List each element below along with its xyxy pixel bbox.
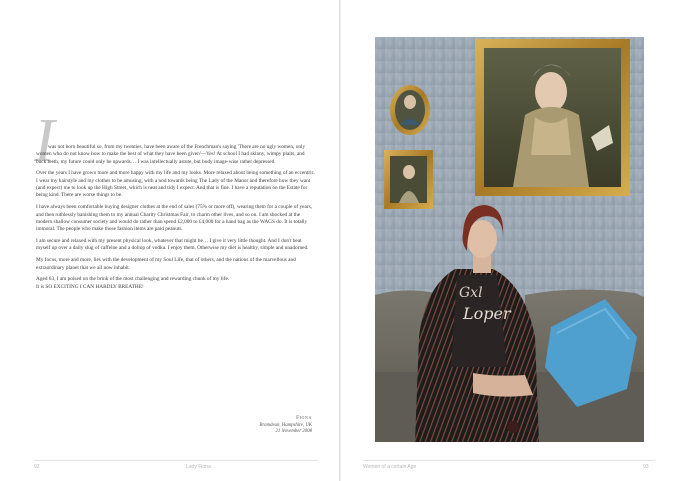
essay-paragraph-6: Aged 63, I am poised on the brink of the most challenging and rewarding chunk of my life. It is SO EXCITING I CAN HARDLY BREATHE! bbox=[36, 276, 230, 290]
drop-cap: I bbox=[34, 107, 55, 175]
essay-paragraph-5: My focus, more and more, lies with the development of my Soul Life, that of others, and the nations of the marvellous and extraordinary planet that we all now inhabit. bbox=[36, 257, 296, 271]
right-page-number: 93 bbox=[643, 464, 649, 470]
essay-paragraph-4: I am secure and relaxed with my present physical look, whatever that might be… I give it very little thought. And I don't beat myself up over a daily slug of caffeine and a dollop of vodka. I enjoy them. Otherwise my diet is healthy, simple and unadorned. bbox=[36, 238, 309, 252]
essay-paragraph-1: was not born beautiful so, from my twenties, have been aware of the Frenchman's saying 'There are no ugly women, only women who do not know how to make the best of what they have been given'—Yes! At school I had skinny, wimpy plaits, and buck teeth, my future could only be upwards… I was intellectually astute, but body image-wise rather depressed. bbox=[36, 144, 306, 165]
author-signoff bbox=[259, 415, 312, 435]
left-page-number: 92 bbox=[34, 464, 40, 470]
portrait-photograph-graphic bbox=[375, 37, 644, 442]
left-running-head: Lady Fiona bbox=[186, 464, 211, 470]
large-framed-portrait bbox=[475, 39, 630, 196]
author-date: 21 November 2008 bbox=[275, 429, 312, 434]
sweater-lettering-1: Gxl bbox=[459, 285, 483, 301]
author-location: Bramdean, Hampshire, UK bbox=[259, 423, 312, 428]
right-page bbox=[341, 0, 680, 481]
portrait-photograph bbox=[375, 37, 644, 442]
right-running-head: Women of a certain Age bbox=[363, 464, 417, 470]
essay-paragraph-2: Over the years I have grown more and more happy with my life and my looks. More relaxed about being something of an eccentric. I wear my hairstyle and my clothes to be amusing, with a nod towards being The Lady of the Manor and therefore how they want (and expect) me to look up the High Street, which is neat and tidy I expect. And that is fine. I have a reputation on the Estate for being kind. There are worse things to be. bbox=[36, 170, 316, 199]
left-footer-rule bbox=[34, 460, 318, 461]
essay-paragraph-3: I have always been comfortable buying designer clothes at the end of sales (75% or more off), wearing them for a couple of years, and then ruthlessly banishing them to my annual Charity Christmas Fair, to charm other lives, and so on. I am shocked at the modern shallow consumer society and would do rather than spend £2,000 to £4,000 for a hand bag as the WAGS do. It is totally immoral. The people who make those fashion items are paid peanuts. bbox=[36, 204, 312, 233]
sweater-lettering-2: Loper bbox=[463, 304, 511, 323]
small-framed-portrait bbox=[384, 150, 433, 209]
author-name: Fiona bbox=[296, 415, 312, 421]
right-footer-rule bbox=[363, 460, 655, 461]
essay-text bbox=[36, 144, 316, 296]
oval-framed-portrait bbox=[390, 85, 430, 135]
